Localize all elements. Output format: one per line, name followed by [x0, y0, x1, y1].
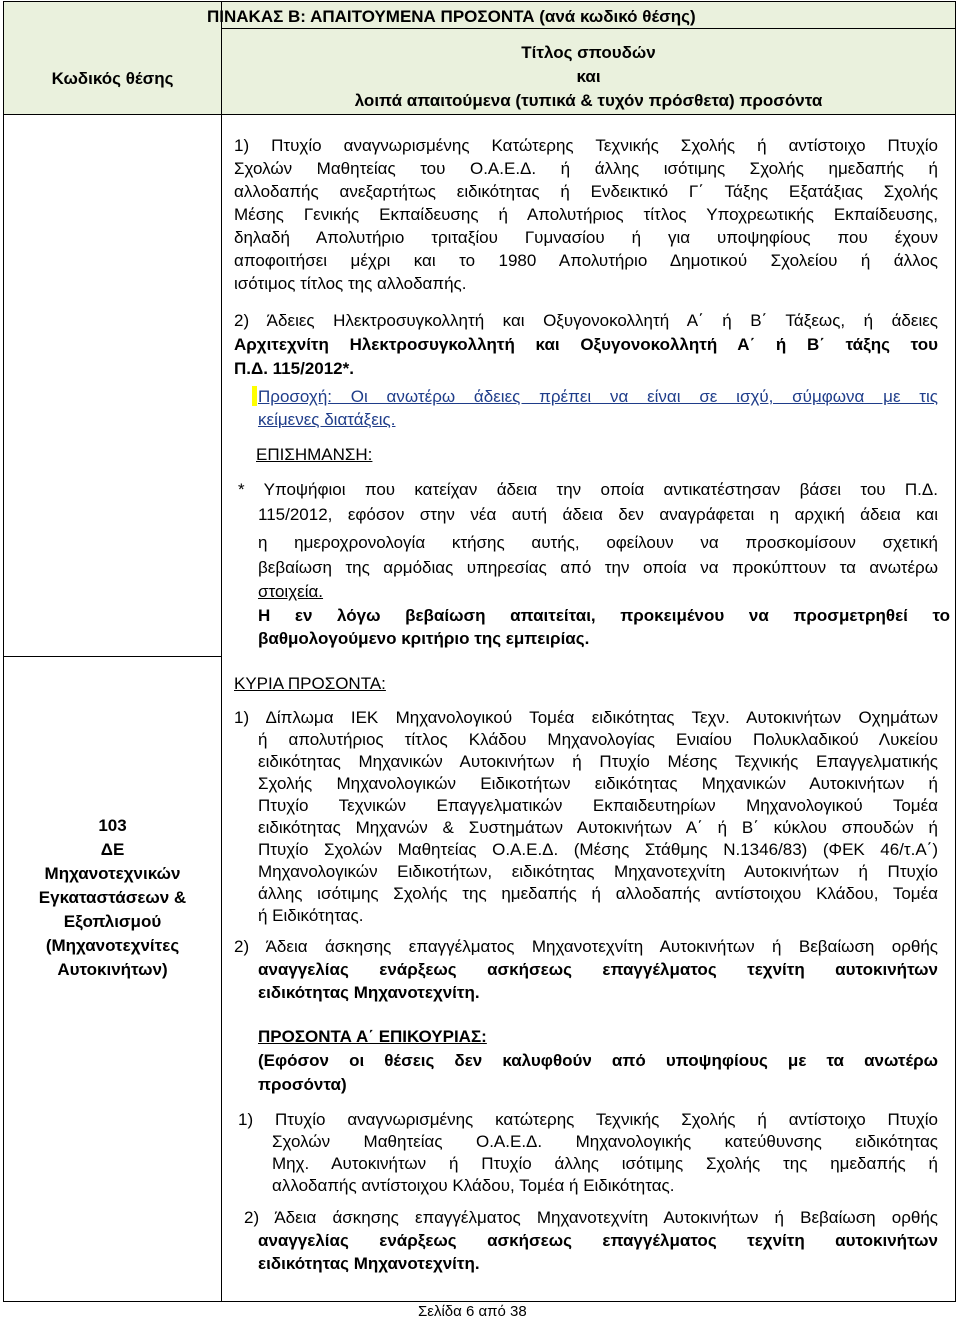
text-line: αποφοιτήσει μέχρι και το 1980 Απολυτήριο Δημοτικού Σχολείου ή άλλος	[234, 251, 938, 270]
page-footer: Σελίδα 6 από 38	[418, 1303, 527, 1320]
text-line: αλλοδαπής αντίστοιχου Κλάδου, Τομέα ή Ειδικότητας.	[272, 1176, 675, 1195]
text-line: ειδικότητας Μηχανοτεχνίτη.	[258, 1254, 480, 1273]
code-column-header: Κωδικός θέσης	[51, 69, 174, 88]
row-divider	[222, 28, 956, 29]
text-line: ή απολυτήριος τίτλος Κλάδου Μηχανολογίας Ενιαίου Πολυκλαδικού Λυκείου	[258, 730, 938, 749]
text-line: Πτυχίο Τεχνικών Επαγγελματικών Εκπαιδευτηρίων Μηχανολογικού Τομέα	[258, 796, 938, 815]
text-line: ή Ειδικότητας.	[258, 906, 364, 925]
qual-header-line2: και	[576, 67, 601, 86]
text-line: προσόντα)	[258, 1075, 347, 1094]
text-line: Σχολών Μαθητείας Ο.Α.Ε.Δ. Μηχανολογικής κατεύθυνσης ειδικότητας	[272, 1132, 938, 1151]
text-line: στοιχεία.	[258, 582, 324, 601]
highlight-mark	[252, 386, 257, 406]
text-line: βεβαίωση της αρμόδιας υπηρεσίας από την οποία να προκύπτουν τα ανωτέρω	[258, 558, 938, 577]
text-line: Π.Δ. 115/2012*.	[234, 359, 354, 378]
text-line: ισότιμος τίτλος της αλλοδαπής.	[234, 274, 467, 293]
text-line: 2) Άδεια άσκησης επαγγέλματος Μηχανοτεχνίτη Αυτοκινήτων ή Βεβαίωση ορθής	[234, 937, 938, 956]
position-name: Εγκαταστάσεων &	[38, 888, 187, 907]
row-divider	[3, 114, 956, 115]
text-line: βαθμολογούμενο κριτήριο της εμπειρίας.	[258, 629, 590, 648]
warning-line: Προσοχή: Οι ανωτέρω άδειες πρέπει να είναι σε ισχύ, σύμφωνα με τις	[258, 387, 938, 406]
text-line: άλλης ισότιμης Σχολής της ημεδαπής ή αλλοδαπής αντίστοιχου Κλάδου, Τομέα	[258, 884, 938, 903]
qual-header-line3: λοιπά απαιτούμενα (τυπικά & τυχόν πρόσθετα) προσόντα	[354, 91, 823, 110]
text-line: 2) Άδειες Ηλεκτροσυγκολλητή και Οξυγονοκολλητή Α΄ ή Β΄ Τάξεως, ή άδειες	[234, 311, 938, 330]
notice-title: ΕΠΙΣΗΜΑΝΣΗ:	[256, 445, 373, 464]
text-line: 1) Δίπλωμα ΙΕΚ Μηχανολογικού Τομέα ειδικότητας Τεχν. Αυτοκινήτων Οχημάτων	[234, 708, 938, 727]
text-line: ειδικότητας Μηχανικών Αυτοκινήτων ή Πτυχίο Μέσης Τεχνικής Επαγγελματικής	[258, 752, 938, 771]
text-line: η ημεροχρονολογία κτήσης αυτής, οφείλουν να προσκομίσουν σχετική	[258, 533, 938, 552]
alternative-qualifications-title: ΠΡΟΣΟΝΤΑ Α΄ ΕΠΙΚΟΥΡΙΑΣ:	[258, 1027, 487, 1046]
text-line: 1) Πτυχίο αναγνωρισμένης Κατώτερης Τεχνικής Σχολής ή αντίστοιχο Πτυχίο	[234, 136, 938, 155]
text-line: αναγγελίας ενάρξεως ασκήσεως επαγγέλματος τεχνίτη αυτοκινήτων	[258, 960, 938, 979]
position-name: (Μηχανοτεχνίτες	[45, 936, 180, 955]
text-line: 2) Άδεια άσκησης επαγγέλματος Μηχανοτεχνίτη Αυτοκινήτων ή Βεβαίωση ορθής	[244, 1208, 938, 1227]
text-line: αλλοδαπής ανεξαρτήτως ειδικότητας ή Ενδεικτικό Γ΄ Τάξης Εξατάξιας Σχολής	[234, 182, 938, 201]
text-line: (Εφόσον οι θέσεις δεν καλυφθούν από υποψηφίους με τα ανωτέρω	[258, 1051, 938, 1070]
text-line: ειδικότητας Μηχανοτεχνίτη.	[258, 983, 480, 1002]
table-title: ΠΙΝΑΚΑΣ Β: ΑΠΑΙΤΟΥΜΕΝΑ ΠΡΟΣΟΝΤΑ (ανά κωδικό θέσης)	[207, 7, 696, 26]
main-qualifications-title: ΚΥΡΙΑ ΠΡΟΣΟΝΤΑ:	[234, 674, 386, 693]
text-line: 1) Πτυχίο αναγνωρισμένης κατώτερης Τεχνικής Σχολής ή αντίστοιχο Πτυχίο	[238, 1110, 938, 1129]
position-name: Μηχανοτεχνικών	[44, 864, 181, 883]
text-line: Μηχ. Αυτοκινήτων ή Πτυχίο άλλης ισότιμης Σχολής της ημεδαπής ή	[272, 1154, 938, 1173]
text-line: ειδικότητας Μηχανών & Συστημάτων Αυτοκινήτων Α΄ ή Β΄ κύκλου σπουδών ή	[258, 818, 938, 837]
warning-line: κείμενες διατάξεις.	[258, 410, 396, 429]
text-line: Μηχανολογικών Ειδικοτήτων, ειδικότητας Μηχανοτεχνίτη Αυτοκινήτων ή Πτυχίο	[258, 862, 938, 881]
text-line: Αρχιτεχνίτη Ηλεκτροσυγκολλητή και Οξυγονοκολλητή Α΄ ή Β΄ τάξης του	[234, 335, 938, 354]
position-code: 103	[98, 816, 127, 835]
text-line: Πτυχίο Σχολών Μαθητείας Ο.Α.Ε.Δ. (Μέσης Στάθμης Ν.1346/83) (ΦΕΚ 46/τ.Α΄)	[258, 840, 938, 859]
text-line: Μέσης Γενικής Εκπαίδευσης ή Απολυτήριος τίτλος Υποχρεωτικής Εκπαίδευσης,	[234, 205, 938, 224]
text-line: 115/2012, εφόσον στην νέα αυτή άδεια δεν αναγράφεται η αρχική άδεια και	[258, 505, 938, 524]
position-name: Αυτοκινήτων)	[57, 960, 168, 979]
text-line: αναγγελίας ενάρξεως ασκήσεως επαγγέλματος τεχνίτη αυτοκινήτων	[258, 1231, 938, 1250]
position-category: ΔΕ	[100, 840, 125, 859]
column-divider	[221, 1, 222, 1301]
qual-header-line1: Τίτλος σπουδών	[521, 43, 656, 62]
text-line: Η εν λόγω βεβαίωση απαιτείται, προκειμένου να προσμετρηθεί το	[258, 606, 950, 625]
row-divider	[3, 656, 221, 657]
text-line: Σχολών Μαθητείας του Ο.Α.Ε.Δ. ή άλλης ισότιμης Σχολής ημεδαπής ή	[234, 159, 938, 178]
text-line: Σχολής Μηχανολογικών Ειδικοτήτων ειδικότητας Μηχανικών Αυτοκινήτων ή	[258, 774, 938, 793]
text-line: δηλαδή Απολυτήριο τριταξίου Γυμνασίου ή για υποψηφίους που έχουν	[234, 228, 938, 247]
text-line: * Υποψήφιοι που κατείχαν άδεια την οποία αντικατέστησαν βάσει του Π.Δ.	[238, 480, 938, 499]
position-name: Εξοπλισμού	[63, 912, 162, 931]
